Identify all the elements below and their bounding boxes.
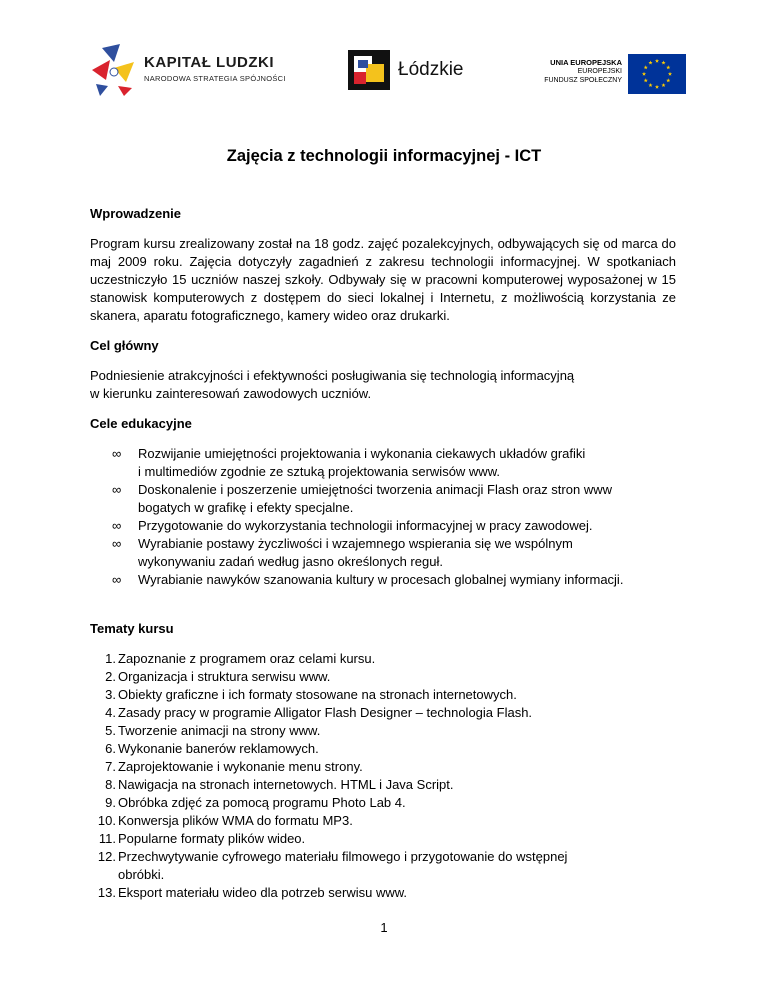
- edu-goal-text: i multimediów zgodnie ze sztuką projektowania serwisów www.: [138, 464, 500, 479]
- bullet-icon: ∞: [112, 536, 122, 551]
- bullet-icon: ∞: [112, 572, 122, 587]
- topic-text: Przechwytywanie cyfrowego materiału filmowego i przygotowanie do wstępnej: [118, 849, 568, 864]
- topic-number: 13.: [97, 885, 116, 900]
- edu-goal-text: Wyrabianie postawy życzliwości i wzajemnego wspierania się we wspólnym: [138, 536, 573, 551]
- topics-heading: Tematy kursu: [90, 621, 174, 636]
- topic-number: 12.: [97, 849, 116, 864]
- intro-paragraph: Program kursu zrealizowany został na 18 godz. zajęć pozalekcyjnych, odbywających się od marca do maj 2009 roku. Zajęcia dotyczyły zagadnień z zakresu technologii informacyjnej. W spotkaniach uczestniczyło 15 uczniów naszej szkoły. Odbywały się w pracowni komputerowej wyposażonej w 15 stanowisk komputerowych z dostępem do sieci lokalnej i Internetu, z możliwością korzystania ze skanera, aparatu fotograficznego, kamery wideo oraz drukarki.: [90, 236, 676, 323]
- topic-number: 6.: [105, 741, 116, 756]
- edu-goal-item: [90, 571, 676, 589]
- topic-item: [90, 848, 676, 884]
- region-name: Łódzkie: [398, 59, 464, 80]
- goal-heading: Cel główny: [90, 338, 159, 353]
- edu-goal-text: Wyrabianie nawyków szanowania kultury w procesach globalnej wymiany informacji.: [138, 572, 624, 587]
- topic-item: [90, 812, 676, 830]
- edu-goal-text: Doskonalenie i poszerzenie umiejętności tworzenia animacji Flash oraz stron www: [138, 482, 612, 497]
- topic-item: [90, 668, 676, 686]
- page-number: 1: [380, 920, 388, 935]
- eu-text: [544, 58, 622, 85]
- topic-text: Obróbka zdjęć za pomocą programu Photo Lab 4.: [118, 795, 406, 810]
- topic-item: [90, 704, 676, 722]
- topic-item: [90, 776, 676, 794]
- edu-goal-text: Rozwijanie umiejętności projektowania i wykonania ciekawych układów grafiki: [138, 446, 586, 461]
- topic-text: Nawigacja na stronach internetowych. HTML i Java Script.: [118, 777, 454, 792]
- topic-number: 2.: [105, 669, 116, 684]
- topic-number: 9.: [105, 795, 116, 810]
- topic-item: [90, 794, 676, 812]
- topic-text: Zasady pracy w programie Alligator Flash Designer – technologia Flash.: [118, 705, 533, 720]
- goal-line-2: w kierunku zainteresowań zawodowych uczniów.: [90, 386, 372, 401]
- edu-goal-item: [90, 517, 676, 535]
- topic-text: Obiekty graficzne i ich formaty stosowane na stronach internetowych.: [118, 687, 517, 702]
- edu-goal-text: Przygotowanie do wykorzystania technologii informacyjnej w pracy zawodowej.: [138, 518, 593, 533]
- goal-line-1: Podniesienie atrakcyjności i efektywności posługiwania się technologią informacyjną: [90, 368, 575, 383]
- document-title: Zajęcia z technologii informacyjnej - ICT: [226, 147, 542, 165]
- topic-text: obróbki.: [118, 867, 165, 882]
- eu-line-1: UNIA EUROPEJSKA: [550, 58, 622, 67]
- topic-number: 5.: [105, 723, 116, 738]
- topic-number: 7.: [105, 759, 116, 774]
- eu-line-3: FUNDUSZ SPOŁECZNY: [544, 77, 622, 84]
- topic-number: 3.: [105, 687, 116, 702]
- topics-list: [90, 650, 676, 902]
- edu-goals-list: [90, 445, 676, 589]
- kapital-ludzki-logo: [88, 36, 288, 102]
- kapital-ludzki-emblem-icon: [88, 40, 140, 98]
- topic-item: [90, 740, 676, 758]
- topic-text: Popularne formaty plików wideo.: [118, 831, 306, 846]
- topic-item: [90, 830, 676, 848]
- edu-goal-item: [90, 481, 676, 517]
- topic-text: Zaprojektowanie i wykonanie menu strony.: [118, 759, 363, 774]
- page-header: [88, 36, 686, 102]
- edu-goals-heading: Cele edukacyjne: [90, 416, 192, 431]
- topic-text: Tworzenie animacji na strony www.: [118, 723, 321, 738]
- goal-paragraph: [90, 367, 676, 403]
- topic-number: 10.: [97, 813, 116, 828]
- intro-heading: Wprowadzenie: [90, 206, 182, 221]
- topic-text: Wykonanie banerów reklamowych.: [118, 741, 319, 756]
- bullet-icon: ∞: [112, 518, 122, 533]
- eu-logo: [516, 54, 686, 94]
- topic-number: 11.: [98, 831, 116, 846]
- topic-item: [90, 722, 676, 740]
- topic-text: Zapoznanie z programem oraz celami kursu.: [118, 651, 376, 666]
- topic-text: Konwersja plików WMA do formatu MP3.: [118, 813, 353, 828]
- topic-number: 1.: [105, 651, 116, 666]
- topic-item: [90, 758, 676, 776]
- topic-item: [90, 884, 676, 902]
- edu-goal-text: bogatych w grafikę i efekty specjalne.: [138, 500, 354, 515]
- topic-text: Organizacja i struktura serwisu www.: [118, 669, 331, 684]
- edu-goal-item: [90, 535, 676, 571]
- edu-goal-item: [90, 445, 676, 481]
- bullet-icon: ∞: [112, 446, 122, 461]
- kapital-title: KAPITAŁ LUDZKI: [144, 54, 275, 71]
- document-body: [90, 205, 676, 902]
- edu-goal-text: wykonywaniu zadań według jasno określonych reguł.: [138, 554, 443, 569]
- topic-item: [90, 650, 676, 668]
- bullet-icon: ∞: [112, 482, 122, 497]
- topic-item: [90, 686, 676, 704]
- eu-line-2: EUROPEJSKI: [577, 68, 622, 75]
- topic-number: 8.: [105, 777, 116, 792]
- topic-number: 4.: [105, 705, 116, 720]
- kapital-subtitle: NARODOWA STRATEGIA SPÓJNOŚCI: [144, 74, 286, 83]
- eu-flag-icon: [628, 54, 686, 94]
- topic-text: Eksport materiału wideo dla potrzeb serwisu www.: [118, 885, 408, 900]
- lodzkie-emblem-icon: [348, 50, 390, 90]
